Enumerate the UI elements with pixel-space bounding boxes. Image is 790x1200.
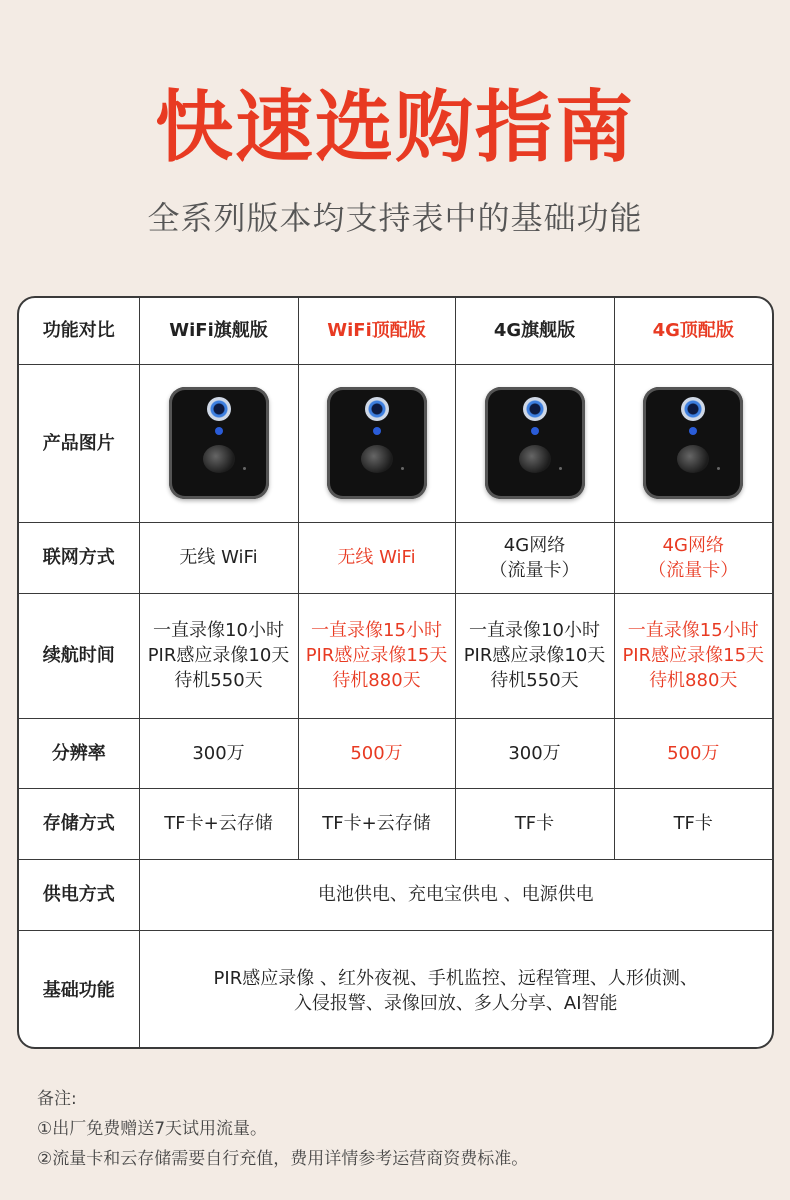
resolution-label: 分辨率 — [19, 718, 139, 788]
notes-line: ①出厂免费赠送7天试用流量。 — [37, 1119, 268, 1139]
battery-cell: 一直录像10小时 PIR感应录像10天 待机550天 — [139, 593, 298, 718]
power-row — [19, 859, 772, 930]
network-cell: 无线 WiFi — [298, 522, 455, 593]
network-cell: 4G网络 （流量卡） — [455, 522, 614, 593]
header-wifi-flagship: WiFi旗舰版 — [139, 298, 298, 364]
battery-label: 续航时间 — [19, 593, 139, 718]
page-title: 快速选购指南 — [154, 83, 635, 173]
notes-line: ②流量卡和云存储需要自行充值，费用详情参考运营商资费标准。 — [37, 1149, 529, 1169]
header-row — [19, 298, 772, 364]
storage-cell: TF卡 — [455, 788, 614, 859]
power-cell: 电池供电、充电宝供电 、电源供电 — [139, 859, 772, 930]
battery-cell: 一直录像15小时 PIR感应录像15天 待机880天 — [614, 593, 772, 718]
features-cell: PIR感应录像 、红外夜视、手机监控、远程管理、人形侦测、 入侵报警、录像回放、多人分享、AI智能 — [139, 930, 772, 1049]
resolution-row — [19, 718, 772, 788]
network-cell: 4G网络 （流量卡） — [614, 522, 772, 593]
camera-icon — [485, 387, 585, 499]
power-label: 供电方式 — [19, 859, 139, 930]
storage-cell: TF卡 — [614, 788, 772, 859]
battery-row — [19, 593, 772, 718]
storage-cell: TF卡+云存储 — [298, 788, 455, 859]
notes-heading: 备注: — [37, 1089, 77, 1109]
image-row-label: 产品图片 — [19, 364, 139, 522]
network-label: 联网方式 — [19, 522, 139, 593]
notes — [37, 1084, 528, 1174]
header-4g-premium: 4G顶配版 — [614, 298, 772, 364]
storage-row — [19, 788, 772, 859]
features-label: 基础功能 — [19, 930, 139, 1049]
header-label: 功能对比 — [19, 298, 139, 364]
comparison-table — [17, 296, 774, 1049]
camera-icon — [327, 387, 427, 499]
resolution-cell: 300万 — [455, 718, 614, 788]
network-row — [19, 522, 772, 593]
camera-icon — [169, 387, 269, 499]
resolution-cell: 300万 — [139, 718, 298, 788]
resolution-cell: 500万 — [614, 718, 772, 788]
network-cell: 无线 WiFi — [139, 522, 298, 593]
battery-cell: 一直录像10小时 PIR感应录像10天 待机550天 — [455, 593, 614, 718]
storage-label: 存储方式 — [19, 788, 139, 859]
camera-icon — [643, 387, 743, 499]
image-row — [19, 364, 772, 522]
battery-cell: 一直录像15小时 PIR感应录像15天 待机880天 — [298, 593, 455, 718]
header-wifi-premium: WiFi顶配版 — [298, 298, 455, 364]
header-4g-flagship: 4G旗舰版 — [455, 298, 614, 364]
features-row — [19, 930, 772, 1049]
page-subtitle: 全系列版本均支持表中的基础功能 — [147, 199, 643, 237]
storage-cell: TF卡+云存储 — [139, 788, 298, 859]
resolution-cell: 500万 — [298, 718, 455, 788]
